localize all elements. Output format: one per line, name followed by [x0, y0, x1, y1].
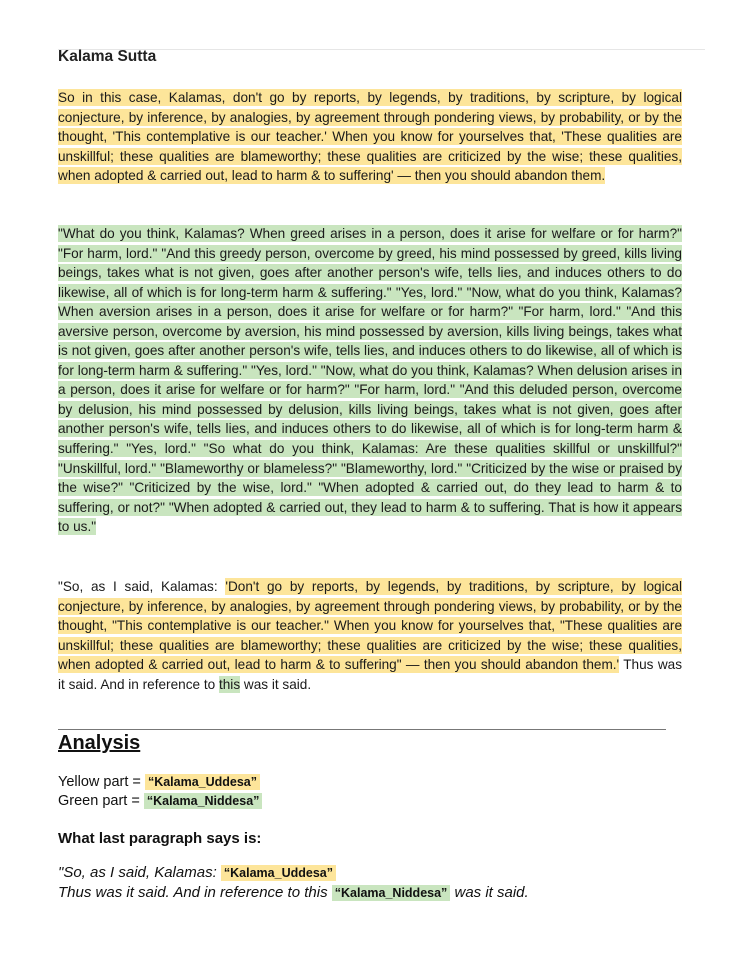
conclusion-end: was it said. — [240, 676, 312, 692]
yellow-highlight: So in this case, Kalamas, don't go by reports, by legends, by traditions, by scripture, by logical conjecture, by inference, by analogies, by agreement through pondering views, by probability, or by the thought, 'This contemplative is our teacher.' When you know for yourselves that, 'These qualities are unskillful; these qualities are blameworthy; these qualities are criticized by the wise; these qualities, when adopted & carried out, lead to harm & to suffering' — then you should abandon them. — [58, 90, 682, 184]
paragraph-niddesa — [58, 224, 682, 537]
conclusion-intro: "So, as I said, Kalamas: — [58, 579, 226, 594]
conclusion-after: Thus was it said. And in reference to — [58, 657, 682, 692]
green-definition — [58, 793, 262, 809]
quote-line2-end: was it said. — [450, 884, 529, 901]
analysis-subheading: What last paragraph says is: — [58, 830, 262, 847]
document-title: Kalama Sutta — [58, 48, 157, 65]
paragraph-conclusion — [58, 577, 682, 694]
quote-uddesa-tag: “Kalama_Uddesa” — [221, 865, 336, 881]
green-highlight: "What do you think, Kalamas? When greed arises in a person, does it arise for welfare or for harm?" "For harm, lord." "And this greedy person, overcome by greed, his mind possessed by greed, kills living beings, takes what is not given, goes after another person's wife, tells lies, and induces others to do likewise, all of which is for long-term harm & suffering." "Yes, lord." "Now, what do you think, Kalamas? When aversion arises in a person, does it arise for welfare or for harm?" "For harm, lord." "And this aversive person, overcome by aversion, his mind possessed by aversion, kills living beings, takes what is not given, goes after another person's wife, tells lies, and induces others to do likewise, all of which is for long-term harm & suffering." "Yes, lord." "Now, what do you think, Kalamas? When delusion arises in a person, does it arise for welfare or for harm?" "For harm, lord." "And this deluded person, overcome by delusion, his mind possessed by delusion, kills living beings, takes what is not given, goes after another person's wife, tells lies, and induces others to do likewise, all of which is for long-term harm & suffering." "Yes, lord." "So what do you think, Kalamas: Are these qualities skillful or unskillful?" "Unskillful, lord." "Blameworthy or blameless?" "Blameworthy, lord." "Criticized by the wise or praised by the wise?" "Criticized by the wise, lord." "When adopted & carried out, do they lead to harm & to suffering, or not?" "When adopted & carried out, they lead to harm & to suffering. That is how it appears to us." — [58, 226, 682, 535]
analysis-heading: Analysis — [58, 732, 141, 754]
uddesa-tag: “Kalama_Uddesa” — [145, 774, 260, 790]
niddesa-tag: “Kalama_Niddesa” — [144, 793, 263, 809]
yellow-definition — [58, 774, 260, 790]
quote-line1-text: "So, as I said, Kalamas: — [58, 864, 221, 881]
this-word-highlight: this — [218, 676, 241, 692]
section-divider — [58, 729, 666, 730]
summary-quote-line-1 — [58, 864, 336, 881]
green-label: Green part = — [58, 793, 144, 809]
conclusion-quoted-highlight: 'Don't go by reports, by legends, by traditions, by scripture, by logical conjecture, by inference, by analogies, by agreement through pondering views, by probability, or by the thought, "This contemplative is our teacher." When you know for yourselves that, "These qualities are unskillful; these qualities are blameworthy; these qualities are criticized by the wise; these qualities, when adopted & carried out, lead to harm & to suffering" — then you should abandon them.' — [58, 579, 682, 673]
paragraph-uddesa — [58, 88, 682, 186]
quote-niddesa-tag: “Kalama_Niddesa” — [332, 885, 451, 901]
yellow-label: Yellow part = — [58, 774, 145, 790]
quote-line2-text: Thus was it said. And in reference to this — [58, 884, 332, 901]
summary-quote-line-2 — [58, 884, 529, 901]
